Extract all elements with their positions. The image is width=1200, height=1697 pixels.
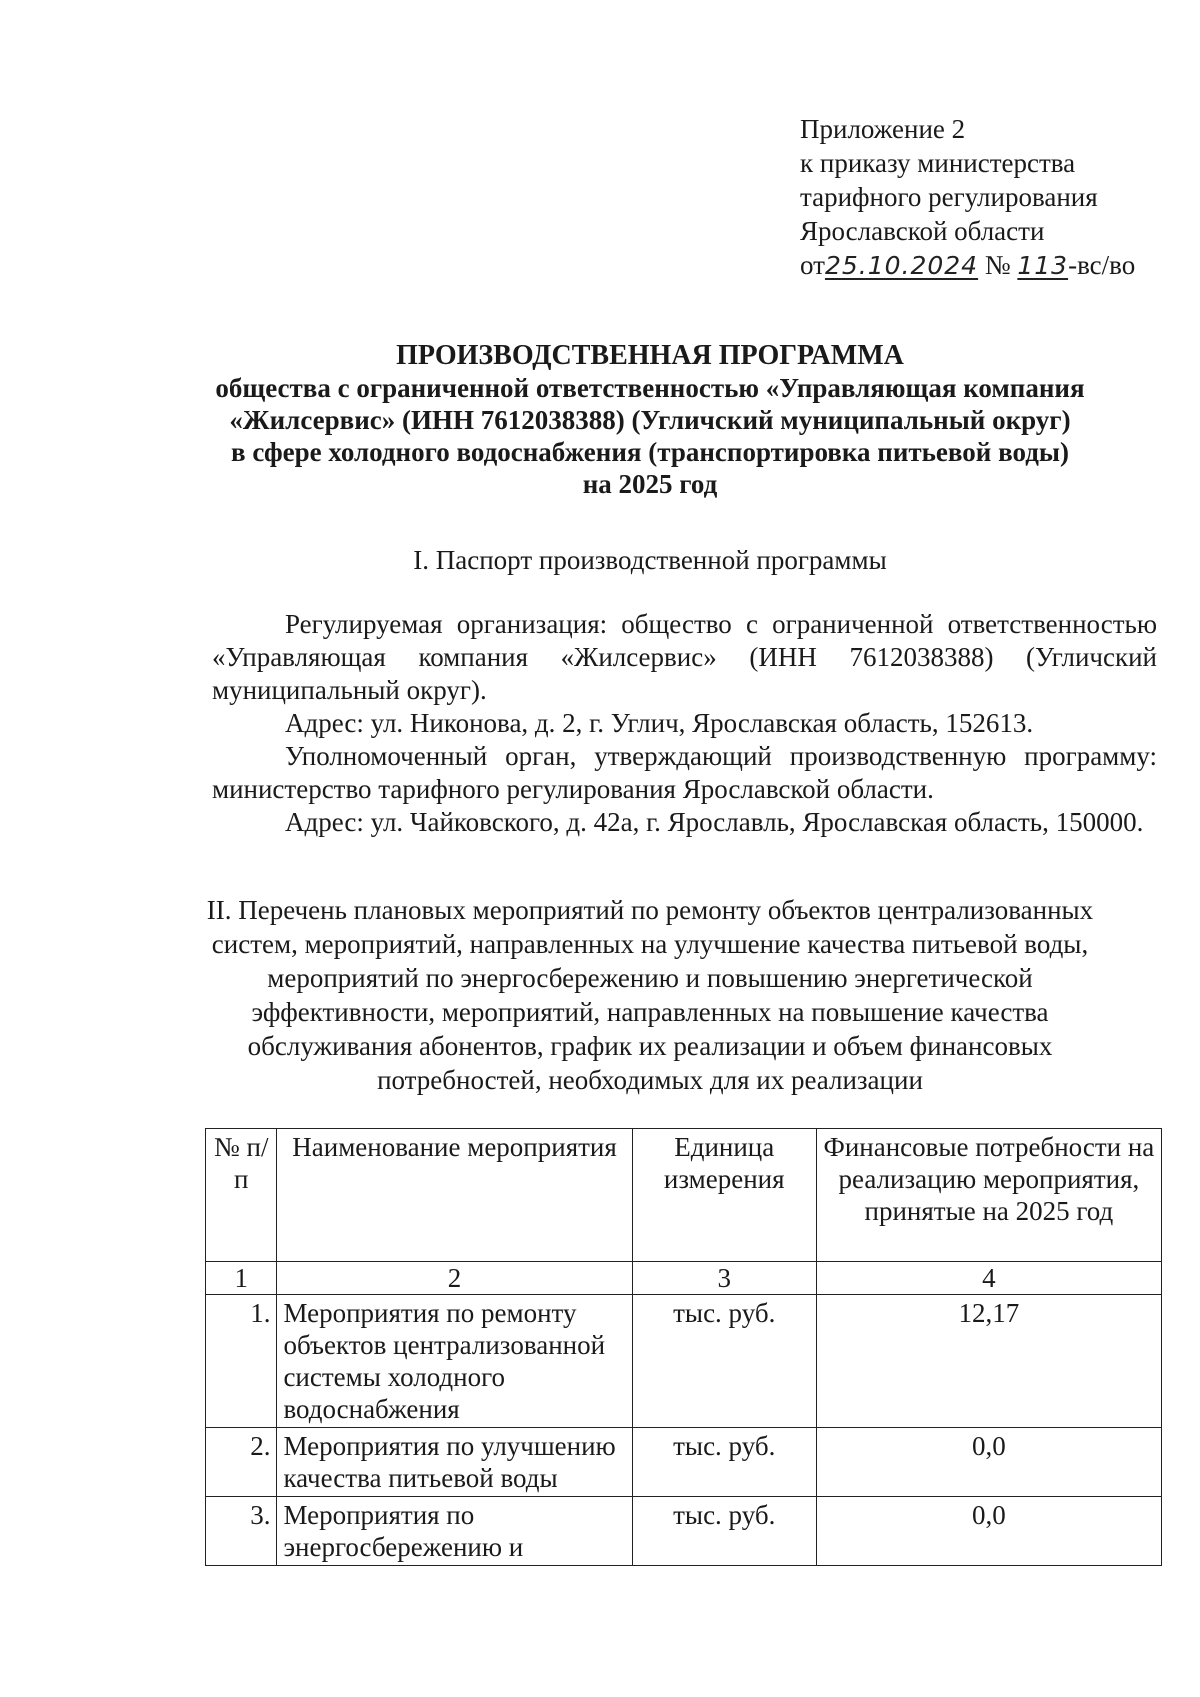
row-unit: тыс. руб. — [632, 1295, 816, 1428]
column-number: 1 — [206, 1262, 277, 1295]
header-unit: Единица измерения — [632, 1129, 816, 1262]
title-line-4: в сфере холодного водоснабжения (транспортировка питьевой воды) — [231, 437, 1069, 467]
header-finance: Финансовые потребности на реализацию мероприятия, принятые на 2025 год — [816, 1129, 1161, 1262]
section-2-heading-line: II. Перечень плановых мероприятий по ремонту объектов централизованных — [206, 895, 1094, 925]
title-line-3: «Жилсервис» (ИНН 7612038388) (Угличский муниципальный округ) — [229, 405, 1071, 435]
date-prefix: от — [800, 250, 825, 280]
title-line-5: на 2025 год — [582, 469, 718, 499]
column-number: 2 — [277, 1262, 632, 1295]
document-title — [150, 340, 1150, 500]
row-num: 3. — [206, 1497, 277, 1566]
section-2-heading — [150, 893, 1150, 1097]
paragraph-authority-address: Адрес: ул. Чайковского, д. 42а, г. Ярославль, Ярославская область, 150000. — [285, 807, 1144, 837]
row-unit: тыс. руб. — [632, 1497, 816, 1566]
row-value: 0,0 — [816, 1428, 1161, 1497]
attachment-line-1: Приложение 2 — [800, 114, 966, 144]
paragraph-organization: Регулируемая организация: общество с ограниченной ответственностью «Управляющая компания «Жилсервис» (ИНН 7612038388) (Угличский муниципальный округ). — [212, 609, 1157, 705]
passport-text — [212, 608, 1157, 839]
table-row — [206, 1428, 1162, 1497]
attachment-line-2: к приказу министерства — [800, 148, 1076, 178]
attachment-date-line — [800, 248, 1180, 283]
row-unit: тыс. руб. — [632, 1428, 816, 1497]
attachment-line-3: тарифного регулирования — [800, 182, 1098, 212]
row-name: Мероприятия по энергосбережению и — [277, 1497, 632, 1566]
header-name: Наименование мероприятия — [277, 1129, 632, 1262]
title-line-1: ПРОИЗВОДСТВЕННАЯ ПРОГРАММА — [396, 340, 904, 371]
number-sign: № — [984, 250, 1011, 280]
row-num: 2. — [206, 1428, 277, 1497]
section-1-heading: I. Паспорт производственной программы — [413, 545, 887, 575]
section-2-heading-line: мероприятий по энергосбережению и повышению энергетической — [267, 963, 1033, 993]
attachment-block — [800, 112, 1180, 283]
header-num: № п/п — [206, 1129, 277, 1262]
title-line-2: общества с ограниченной ответственностью «Управляющая компания — [215, 373, 1085, 403]
table-row — [206, 1295, 1162, 1428]
number-suffix: -вс/во — [1068, 250, 1136, 280]
table-header-row — [206, 1129, 1162, 1262]
table-row — [206, 1497, 1162, 1566]
row-name: Мероприятия по ремонту объектов централизованной системы холодного водоснабжения — [277, 1295, 632, 1428]
column-number: 4 — [816, 1262, 1161, 1295]
row-value: 12,17 — [816, 1295, 1161, 1428]
section-2-heading-line: эффективности, мероприятий, направленных на повышение качества — [251, 997, 1049, 1027]
handwritten-number: 113 — [1017, 251, 1069, 280]
column-number-row — [206, 1262, 1162, 1295]
handwritten-date: 25.10.2024 — [824, 251, 979, 280]
paragraph-authority: Уполномоченный орган, утверждающий производственную программу: министерство тарифного регулирования Ярославской области. — [212, 741, 1157, 804]
row-num: 1. — [206, 1295, 277, 1428]
row-value: 0,0 — [816, 1497, 1161, 1566]
section-2-heading-line: потребностей, необходимых для их реализации — [377, 1065, 923, 1095]
section-2-heading-line: систем, мероприятий, направленных на улучшение качества питьевой воды, — [211, 929, 1089, 959]
attachment-line-4: Ярославской области — [800, 216, 1045, 246]
measures-table — [205, 1128, 1162, 1566]
row-name: Мероприятия по улучшению качества питьевой воды — [277, 1428, 632, 1497]
section-2-heading-line: обслуживания абонентов, график их реализации и объем финансовых — [247, 1031, 1053, 1061]
paragraph-org-address: Адрес: ул. Никонова, д. 2, г. Углич, Ярославская область, 152613. — [285, 708, 1034, 738]
column-number: 3 — [632, 1262, 816, 1295]
